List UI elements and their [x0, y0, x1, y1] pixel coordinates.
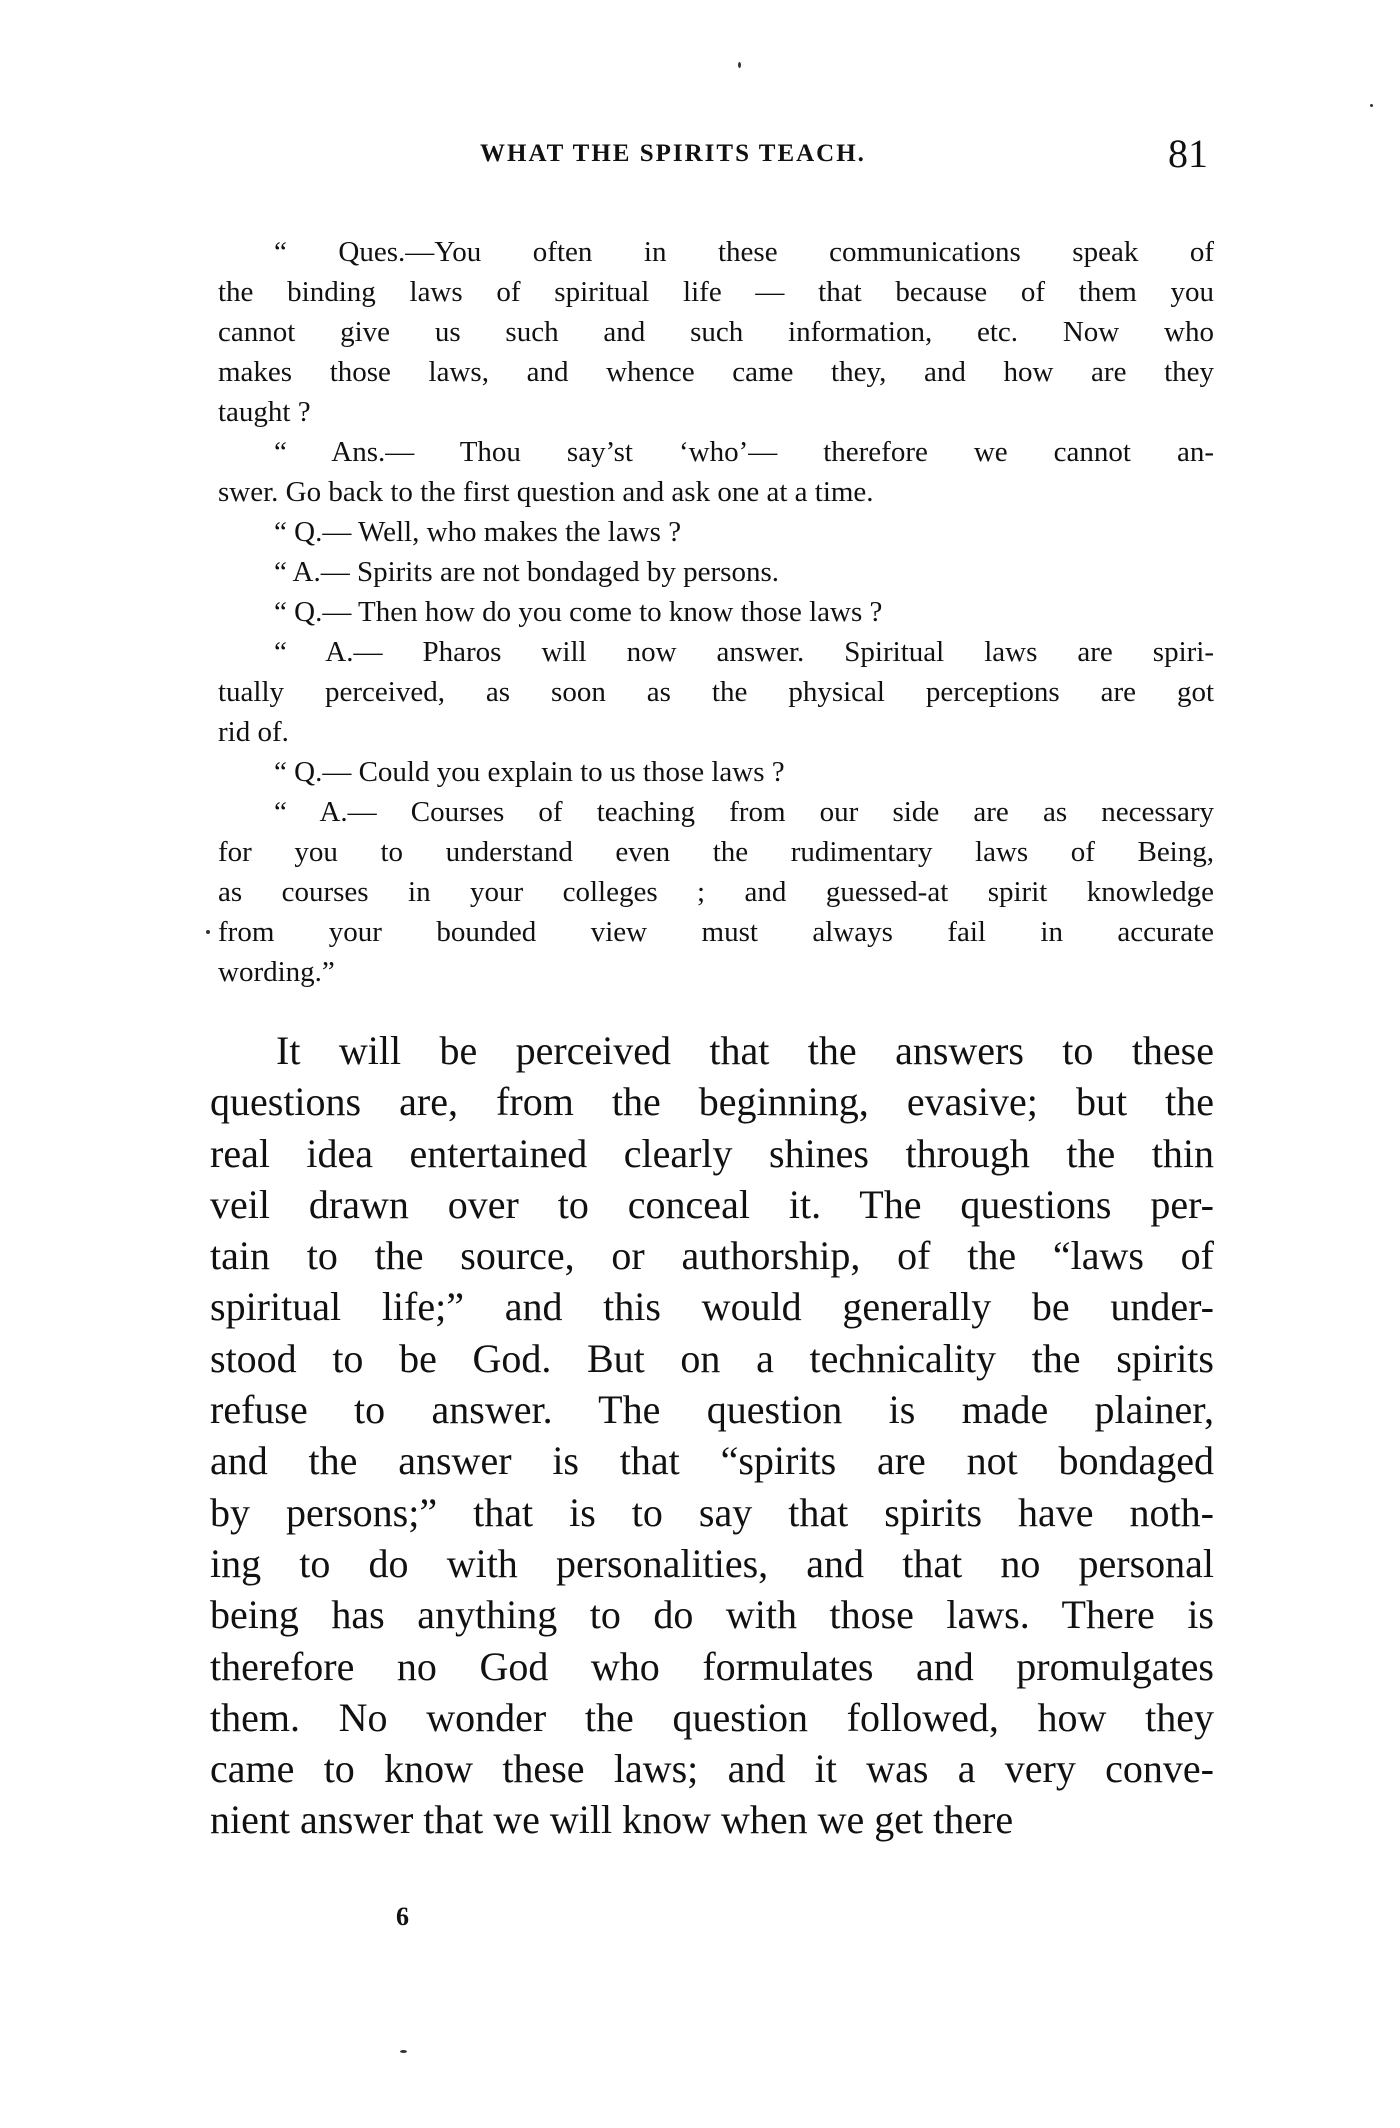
text-line: real idea entertained clearly shines through the thin: [210, 1130, 1214, 1176]
text-line: stood to be God. But on a technicality the spirits: [210, 1335, 1214, 1381]
text-line: “ A.— Pharos will now answer. Spiritual laws are spiri-: [274, 636, 1214, 668]
scan-speck: [738, 62, 741, 68]
text-line: “ A.— Courses of teaching from our side are as necessary: [274, 796, 1214, 828]
text-line: questions are, from the beginning, evasive; but the: [210, 1079, 1214, 1125]
text-line: makes those laws, and whence came they, and how are they: [218, 356, 1214, 388]
text-line: taught ?: [218, 396, 311, 428]
text-line: wording.”: [218, 956, 335, 988]
text-line: by persons;” that is to say that spirits have noth-: [210, 1489, 1214, 1535]
signature-mark: 6: [396, 1902, 409, 1931]
text-line: “ Q.— Well, who makes the laws ?: [274, 516, 682, 548]
text-line: It will be perceived that the answers to these: [276, 1028, 1214, 1073]
text-line: veil drawn over to conceal it. The questions per-: [210, 1181, 1214, 1227]
text-line: them. No wonder the question followed, how they: [210, 1694, 1214, 1740]
text-line: nient answer that we will know when we get there: [210, 1797, 1014, 1843]
text-line: tain to the source, or authorship, of the “laws of: [210, 1233, 1214, 1279]
text-line: being has anything to do with those laws. There is: [210, 1592, 1214, 1638]
body-paragraph: [210, 1025, 1214, 1846]
text-line: “ Q.— Could you explain to us those laws ?: [274, 756, 785, 788]
text-line: came to know these laws; and it was a very conve-: [210, 1746, 1214, 1792]
dialogue-block: [218, 232, 1214, 992]
text-line: swer. Go back to the first question and ask one at a time.: [218, 476, 874, 508]
text-line: therefore no God who formulates and promulgates: [210, 1643, 1214, 1689]
scan-speck: [206, 930, 210, 934]
text-line: “ Ques.—You often in these communications speak of: [274, 236, 1214, 268]
text-line: “ Q.— Then how do you come to know those laws ?: [274, 596, 883, 628]
text-line: “ A.— Spirits are not bondaged by persons.: [274, 556, 780, 588]
page-number: 81: [1168, 131, 1208, 176]
text-line: ing to do with personalities, and that no personal: [210, 1540, 1214, 1586]
text-line: and the answer is that “spirits are not bondaged: [210, 1438, 1214, 1484]
running-title: WHAT THE SPIRITS TEACH.: [480, 140, 866, 167]
text-line: “ Ans.— Thou say’st ‘who’— therefore we cannot an-: [274, 436, 1214, 468]
text-line: spiritual life;” and this would generally be under-: [210, 1284, 1214, 1330]
text-line: refuse to answer. The question is made plainer,: [210, 1387, 1214, 1433]
text-line: for you to understand even the rudimentary laws of Being,: [218, 836, 1214, 868]
scan-speck: [1370, 104, 1373, 107]
text-line: as courses in your colleges ; and guessed-at spirit knowledge: [218, 876, 1214, 908]
text-line: the binding laws of spiritual life — that because of them you: [218, 276, 1214, 308]
text-line: tually perceived, as soon as the physical perceptions are got: [218, 676, 1214, 708]
text-line: cannot give us such and such information, etc. Now who: [218, 316, 1214, 348]
text-line: rid of.: [218, 716, 289, 748]
scan-speck: [400, 2050, 407, 2053]
text-line: from your bounded view must always fail in accurate: [218, 916, 1214, 948]
